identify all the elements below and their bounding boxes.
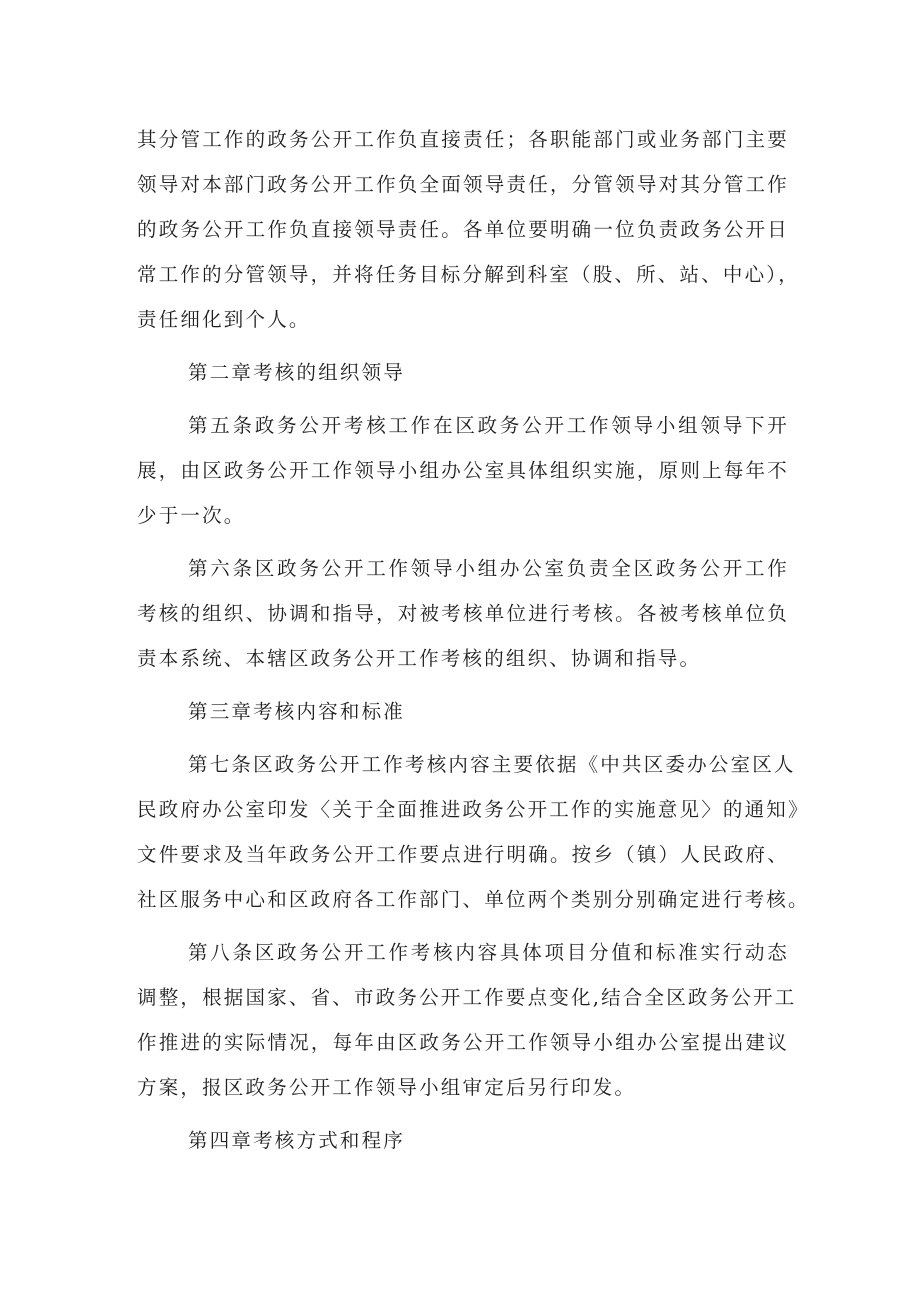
article-5 bbox=[137, 403, 789, 538]
text-line: 作推进的实际情况，每年由区政务公开工作领导小组办公室提出建议 bbox=[137, 1031, 789, 1054]
text-line: 展，由区政务公开工作领导小组办公室具体组织实施，原则上每年不 bbox=[137, 459, 789, 482]
text-line: 常工作的分管领导，并将任务目标分解到科室（股、所、站、中心）， bbox=[137, 263, 800, 286]
text-line: 方案，报区政务公开工作领导小组审定后另行印发。 bbox=[137, 1076, 637, 1099]
text-line: 社区服务中心和区政府各工作部门、单位两个类别分别确定进行考核。 bbox=[137, 888, 810, 911]
text-line: 第八条区政务公开工作考核内容具体项目分值和标准实行动态 bbox=[188, 941, 789, 964]
text-line: 第六条区政务公开工作领导小组办公室负责全区政务公开工作 bbox=[188, 557, 789, 580]
text-line: 责本系统、本辖区政务公开工作考核的组织、协调和指导。 bbox=[137, 647, 702, 670]
document-body bbox=[137, 117, 810, 1163]
text-line: 的政务公开工作负直接领导责任。各单位要明确一位负责政务公开日 bbox=[137, 218, 789, 241]
article-7 bbox=[137, 742, 810, 922]
paragraph-responsibility bbox=[137, 117, 800, 342]
text-line: 第五条政务公开考核工作在区政务公开工作领导小组领导下开 bbox=[188, 414, 789, 437]
text-line: 民政府办公室印发〈关于全面推进政务公开工作的实施意见〉的通知》 bbox=[137, 798, 810, 821]
text-line: 文件要求及当年政务公开工作要点进行明确。按乡（镇）人民政府、 bbox=[137, 843, 789, 866]
chapter-heading-3: 第三章考核内容和标准 bbox=[188, 700, 406, 723]
text-line: 第七条区政务公开工作考核内容主要依据《中共区委办公室区人 bbox=[188, 753, 796, 776]
article-8 bbox=[137, 930, 797, 1110]
text-line: 考核的组织、协调和指导，对被考核单位进行考核。各被考核单位负 bbox=[137, 602, 789, 625]
text-line: 责任细化到个人。 bbox=[137, 308, 311, 331]
chapter-heading-2: 第二章考核的组织领导 bbox=[188, 361, 406, 384]
text-line: 领导对本部门政务公开工作负全面领导责任，分管领导对其分管工作 bbox=[137, 173, 789, 196]
text-line: 少于一次。 bbox=[137, 504, 246, 527]
chapter-heading-4: 第四章考核方式和程序 bbox=[188, 1129, 406, 1152]
text-line: 调整，根据国家、省、市政务公开工作要点变化,结合全区政务公开工 bbox=[137, 986, 797, 1009]
text-line: 其分管工作的政务公开工作负直接责任；各职能部门或业务部门主要 bbox=[137, 128, 789, 151]
article-6 bbox=[137, 546, 789, 681]
